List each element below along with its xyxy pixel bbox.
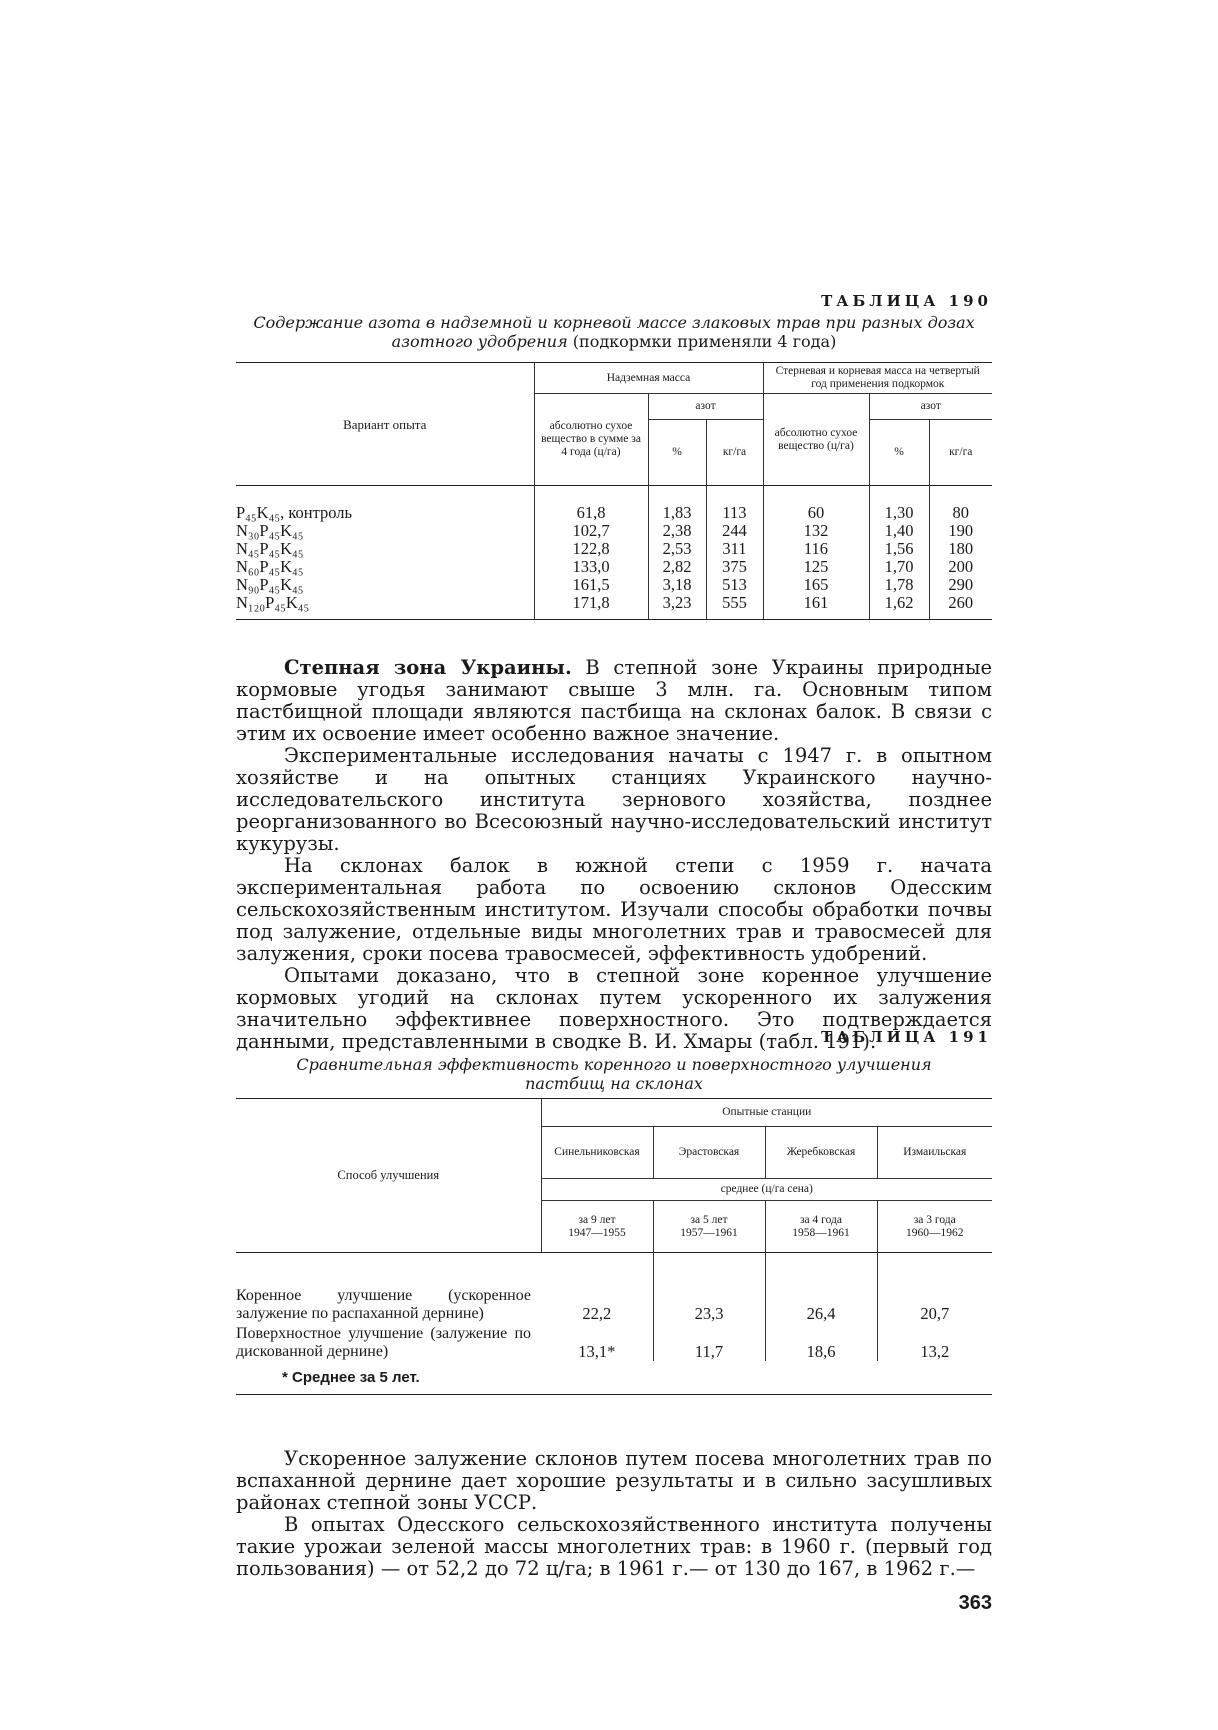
paragraph: На склонах балок в южной степи с 1959 г. начата экспериментальная работа по освоению склонов Одесским сельскохозяйственным институтом. Изучали способы обработки почвы под залужение, отдельные виды многолетних трав и травосмесей для залужения, сроки посева травосмесей, эффективность удобрений.	[236, 854, 992, 965]
col-variant-header: Вариант опыта	[236, 363, 534, 486]
station-header: Синельниковская	[541, 1127, 653, 1179]
paragraph: Степная зона Украины. В степной зоне Украины природные кормовые угодья занимают свыше 3 млн. га. Основным типом пастбищной площади являются пастбища на склонах балок. В связи с этим их освоение имеет особенно важное значение.	[236, 656, 993, 745]
table-row: N₃₀P₄₅K₄₅ 102,7 2,38 244 132 1,40 190	[236, 520, 974, 540]
col-method-header: Способ улучшения	[236, 1099, 541, 1253]
col-above-pct-header: %	[648, 420, 706, 486]
body-text-1	[236, 657, 992, 1053]
table-191-title: Сравнительная эффективность коренного и поверхностного улучшения пастбищ на склонах	[296, 1055, 932, 1093]
col-above-kg-header: кг/га	[706, 420, 763, 486]
table-row: N₁₂₀P₄₅K₄₅ 171,8 3,23 555 161 1,62 260	[236, 592, 974, 612]
col-above-dry-header: абсолютно сухое вещество в сумме за 4 года (ц/га)	[534, 394, 648, 486]
paragraph: Ускоренное залужение склонов путем посева многолетних трав по вспаханной дернине дает хорошие результаты и в сильно засушливых районах степной зоны УССР.	[236, 1447, 992, 1514]
table-row: N₆₀P₄₅K₄₅ 133,0 2,82 375 125 1,70 200	[236, 556, 974, 576]
col-average-header: среднее (ц/га сена)	[541, 1179, 992, 1201]
table-191-footnote: * Среднее за 5 лет.	[282, 1368, 420, 1386]
col-above-nitrogen-header: азот	[648, 394, 763, 420]
col-root-pct-header: %	[869, 420, 929, 486]
paragraph: Опытами доказано, что в степной зоне коренное улучшение кормовых угодий на склонах путем ускоренного их залужения значительно эффективнее поверхностного. Это подтверждается данными, представленными в сводке В. И. Хмары (табл. 191).	[236, 964, 992, 1053]
table-row: Поверхностное улучшение (залужение по дискованной дернине) 13,1* 11,7 18,6 13,2	[236, 1324, 950, 1361]
paragraph: Экспериментальные исследования начаты с 1947 г. в опытном хозяйстве и на опытных станциях Украинского научно-исследовательского института зернового хозяйства, позднее реорганизованного во Всесоюзный научно-исследовательский институт кукурузы.	[236, 744, 992, 855]
table-190-title	[236, 313, 992, 351]
table-191	[236, 1098, 992, 1395]
body-text-2	[236, 1448, 992, 1580]
col-root-kg-header: кг/га	[929, 420, 992, 486]
table-row: P₄₅K₄₅, контроль 61,8 1,83 113 60 1,30 80	[236, 502, 969, 522]
col-root-header: Стерневая и корневая масса на четвертый год применения подкормок	[763, 363, 992, 394]
station-header: Жеребковская	[765, 1127, 877, 1179]
table-row: N₉₀P₄₅K₄₅ 161,5 3,18 513 165 1,78 290	[236, 574, 974, 594]
col-root-dry-header: абсолютно сухое вещество (ц/га)	[763, 394, 869, 486]
table-row: N₄₅P₄₅K₄₅ 122,8 2,53 311 116 1,56 180	[236, 538, 974, 558]
table-191-label: ТАБЛИЦА 191	[821, 1028, 992, 1046]
section-heading: Степная зона Украины.	[284, 656, 572, 679]
col-root-nitrogen-header: азот	[869, 394, 992, 420]
paragraph: В опытах Одесского сельскохозяйственного института получены такие урожаи зеленой массы многолетних трав: в 1960 г. (первый год пользования) — от 52,2 до 72 ц/га; в 1961 г.— от 130 до 167, в 1962 г.—	[236, 1513, 992, 1580]
period-header: за 9 лет 1947—1955	[541, 1201, 653, 1253]
station-header: Эрастовская	[653, 1127, 765, 1179]
page-number: 363	[958, 1592, 992, 1614]
period-header: за 3 года 1960—1962	[877, 1201, 992, 1253]
table-row: Коренное улучшение (ускоренное залужение по распаханной дернине) 22,2 23,3 26,4 20,7	[236, 1267, 992, 1323]
table-190-title-note: (подкормки применяли 4 года)	[572, 332, 837, 351]
table-190-title-italic: Содержание азота в надземной и корневой массе злаковых трав при разных дозах азотного удобрения	[253, 313, 975, 351]
period-header: за 4 года 1958—1961	[765, 1201, 877, 1253]
col-above-header: Надземная масса	[534, 363, 763, 394]
period-header: за 5 лет 1957—1961	[653, 1201, 765, 1253]
table-190	[236, 362, 992, 620]
station-header: Измаильская	[877, 1127, 992, 1179]
col-stations-header: Опытные станции	[541, 1099, 992, 1127]
table-190-label: ТАБЛИЦА 190	[821, 292, 992, 310]
